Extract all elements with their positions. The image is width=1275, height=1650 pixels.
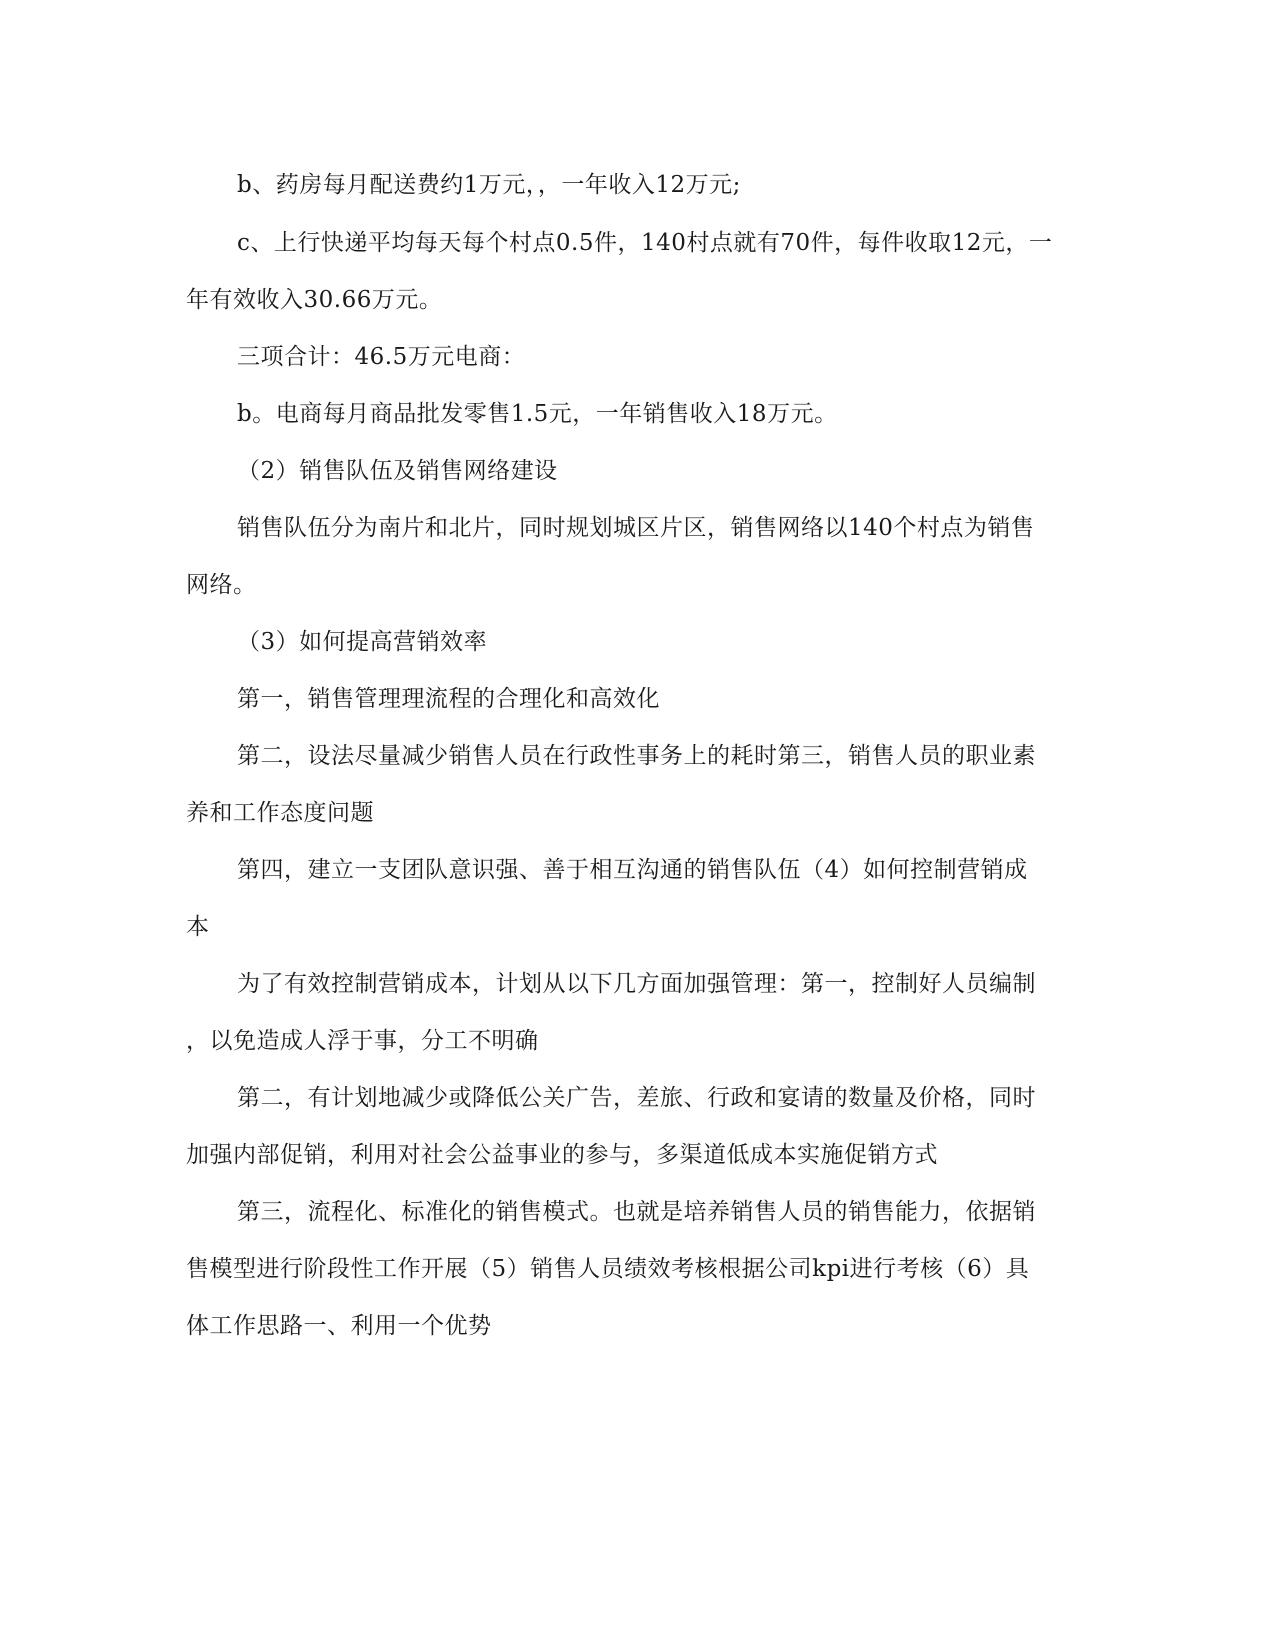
text-line: 加强内部促销，利用对社会公益事业的参与，多渠道低成本实施促销方式 (186, 1142, 938, 1168)
text-line: 售模型进行阶段性工作开展（5）销售人员绩效考核根据公司kpi进行考核（6）具 (186, 1256, 1030, 1282)
text-line: 为了有效控制营销成本，计划从以下几方面加强管理：第一，控制好人员编制 (237, 971, 1036, 997)
text-line: 销售队伍分为南片和北片，同时规划城区片区，销售网络以140个村点为销售 (237, 515, 1035, 541)
text-line: 体工作思路一、利用一个优势 (186, 1313, 492, 1339)
text-line: 第二，有计划地减少或降低公关广告，差旅、行政和宴请的数量及价格，同时 (237, 1085, 1036, 1111)
section-heading: （2）销售队伍及销售网络建设 (237, 458, 558, 484)
text-line: 第三，流程化、标准化的销售模式。也就是培养销售人员的销售能力，依据销 (237, 1199, 1036, 1225)
text-line: 年有效收入30.66万元。 (186, 287, 443, 313)
text-line: 养和工作态度问题 (186, 800, 374, 826)
text-line: 第四，建立一支团队意识强、善于相互沟通的销售队伍（4）如何控制营销成 (237, 857, 1028, 883)
text-line: ，以免造成人浮于事，分工不明确 (186, 1028, 539, 1054)
text-line: 本 (186, 914, 210, 940)
text-line: b。电商每月商品批发零售1.5元，一年销售收入18万元。 (237, 401, 838, 427)
section-heading: （3）如何提高营销效率 (237, 629, 488, 655)
text-line: 第二，设法尽量减少销售人员在行政性事务上的耗时第三，销售人员的职业素 (237, 743, 1036, 769)
text-line: c、上行快递平均每天每个村点0.5件，140村点就有70件，每件收取12元，一 (237, 230, 1053, 256)
text-line: b、药房每月配送费约1万元，，一年收入12万元; (237, 172, 741, 198)
text-line: 网络。 (186, 572, 257, 598)
text-line: 三项合计：46.5万元电商： (237, 344, 526, 370)
text-line: 第一，销售管理理流程的合理化和高效化 (237, 686, 660, 712)
